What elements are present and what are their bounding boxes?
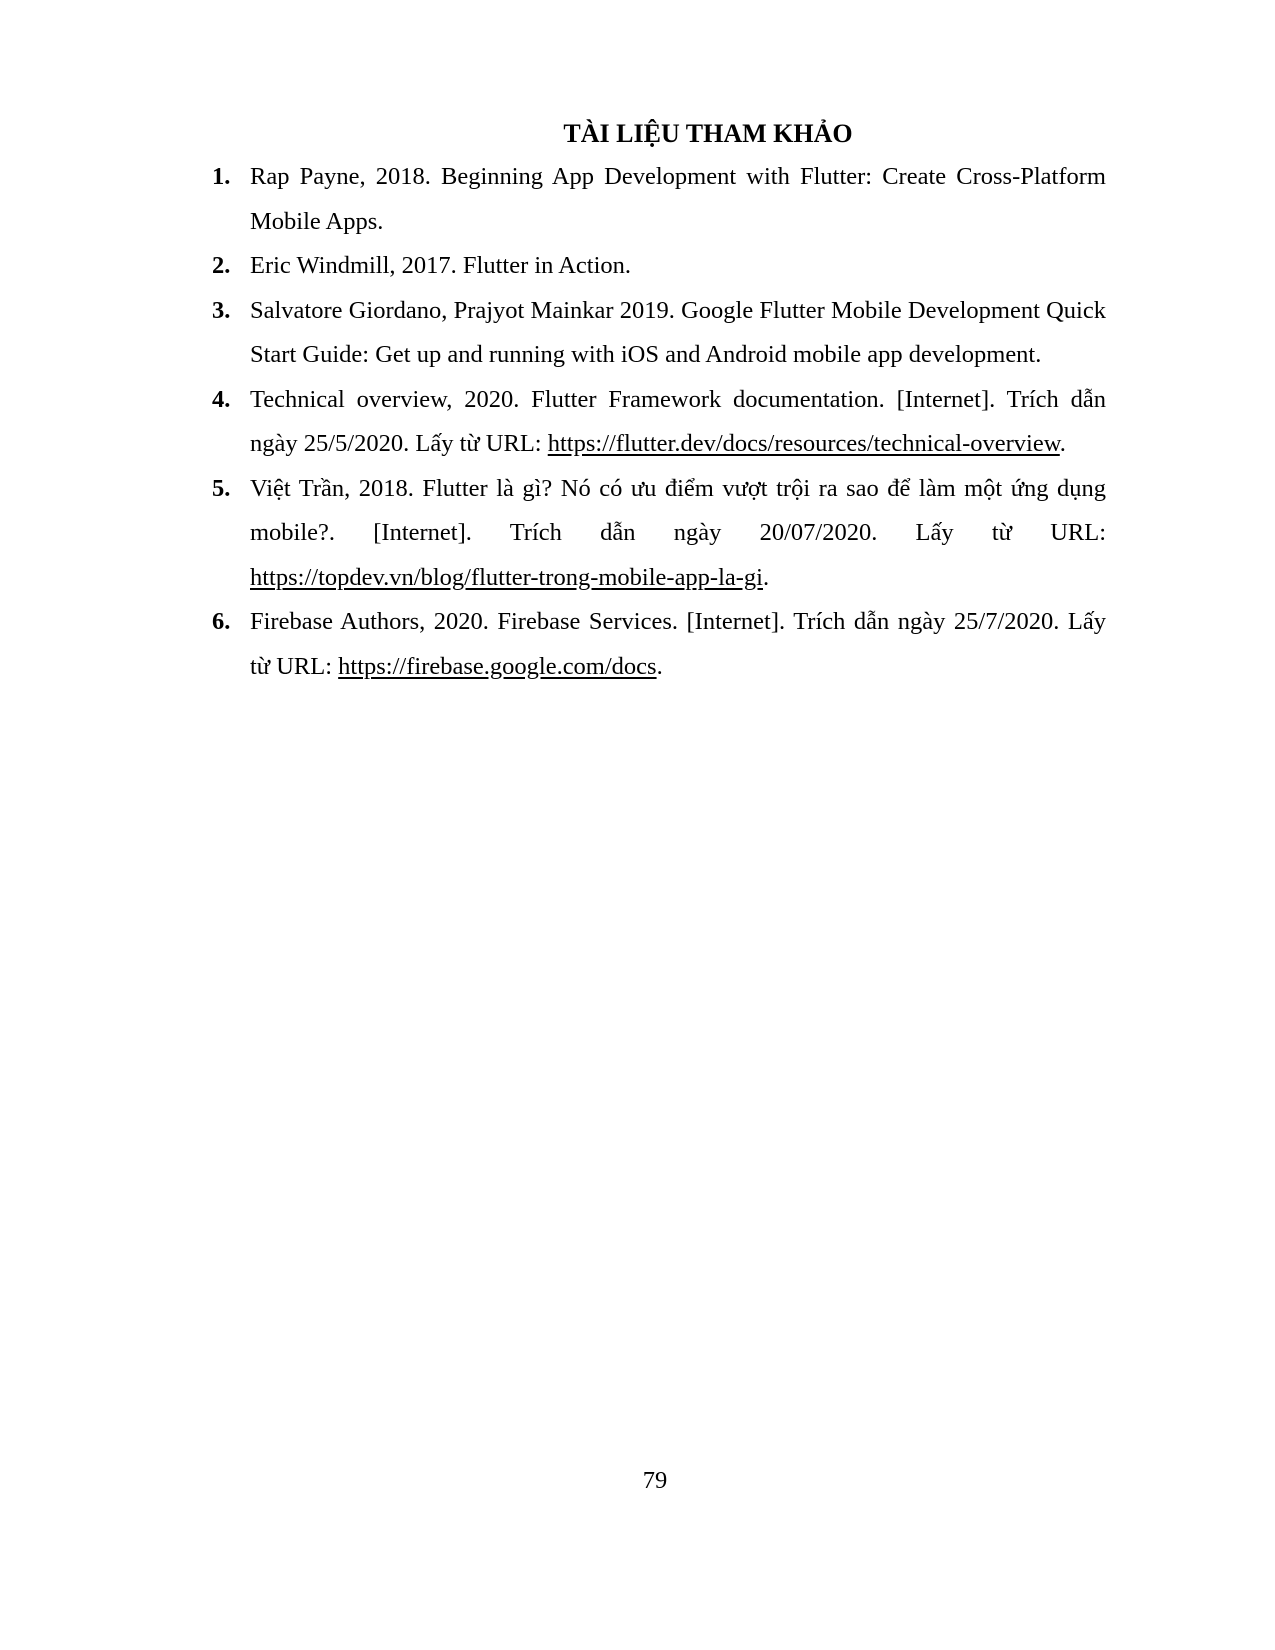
reference-text	[250, 289, 1106, 378]
reference-item	[212, 467, 1106, 601]
reference-item	[212, 289, 1106, 378]
reference-list	[212, 155, 1106, 689]
reference-number: 2.	[212, 252, 231, 279]
reference-citation: Eric Windmill, 2017. Flutter in Action.	[250, 252, 632, 279]
reference-number: 3.	[212, 296, 231, 324]
reference-text	[250, 600, 1106, 689]
reference-text	[250, 378, 1106, 467]
reference-text	[250, 155, 1106, 244]
reference-number: 1.	[212, 163, 231, 190]
reference-item	[212, 155, 1106, 244]
reference-item	[212, 378, 1106, 467]
reference-item	[212, 244, 1106, 289]
reference-item	[212, 600, 1106, 689]
reference-number: 6.	[212, 608, 231, 635]
page-title: TÀI LIỆU THAM KHẢO	[563, 119, 853, 148]
reference-tail: .	[1059, 430, 1066, 457]
reference-number: 4.	[212, 385, 231, 413]
reference-tail: .	[763, 563, 770, 591]
reference-url-link[interactable]: https://flutter.dev/docs/resources/technical-overview	[547, 430, 1060, 457]
reference-citation: Technical overview, 2020. Flutter Framework documentation. [Internet]. Trích dẫn ngày 25/5/2020. Lấy từ URL:	[250, 385, 1106, 457]
reference-citation: Firebase Authors, 2020. Firebase Services. [Internet]. Trích dẫn ngày 25/7/2020. Lấy từ URL:	[250, 608, 1106, 680]
reference-text	[250, 244, 1106, 289]
reference-citation: Salvatore Giordano, Prajyot Mainkar 2019. Google Flutter Mobile Development Quick Start Guide: Get up and running with iOS and Android mobile app development.	[250, 296, 1106, 368]
reference-url-link[interactable]: https://firebase.google.com/docs	[338, 652, 657, 680]
reference-text	[250, 467, 1106, 601]
reference-citation: Rap Payne, 2018. Beginning App Development with Flutter: Create Cross-Platform Mobile Apps.	[250, 163, 1106, 235]
reference-citation: Việt Trần, 2018. Flutter là gì? Nó có ưu điểm vượt trội ra sao để làm một ứng dụng mobile?. [Internet]. Trích dẫn ngày 20/07/2020. Lấy từ URL:	[250, 474, 1106, 546]
reference-number: 5.	[212, 474, 231, 502]
reference-url-link[interactable]: https://topdev.vn/blog/flutter-trong-mobile-app-la-gi	[250, 563, 763, 591]
reference-tail: .	[656, 652, 663, 680]
page-number: 79	[642, 1467, 668, 1494]
